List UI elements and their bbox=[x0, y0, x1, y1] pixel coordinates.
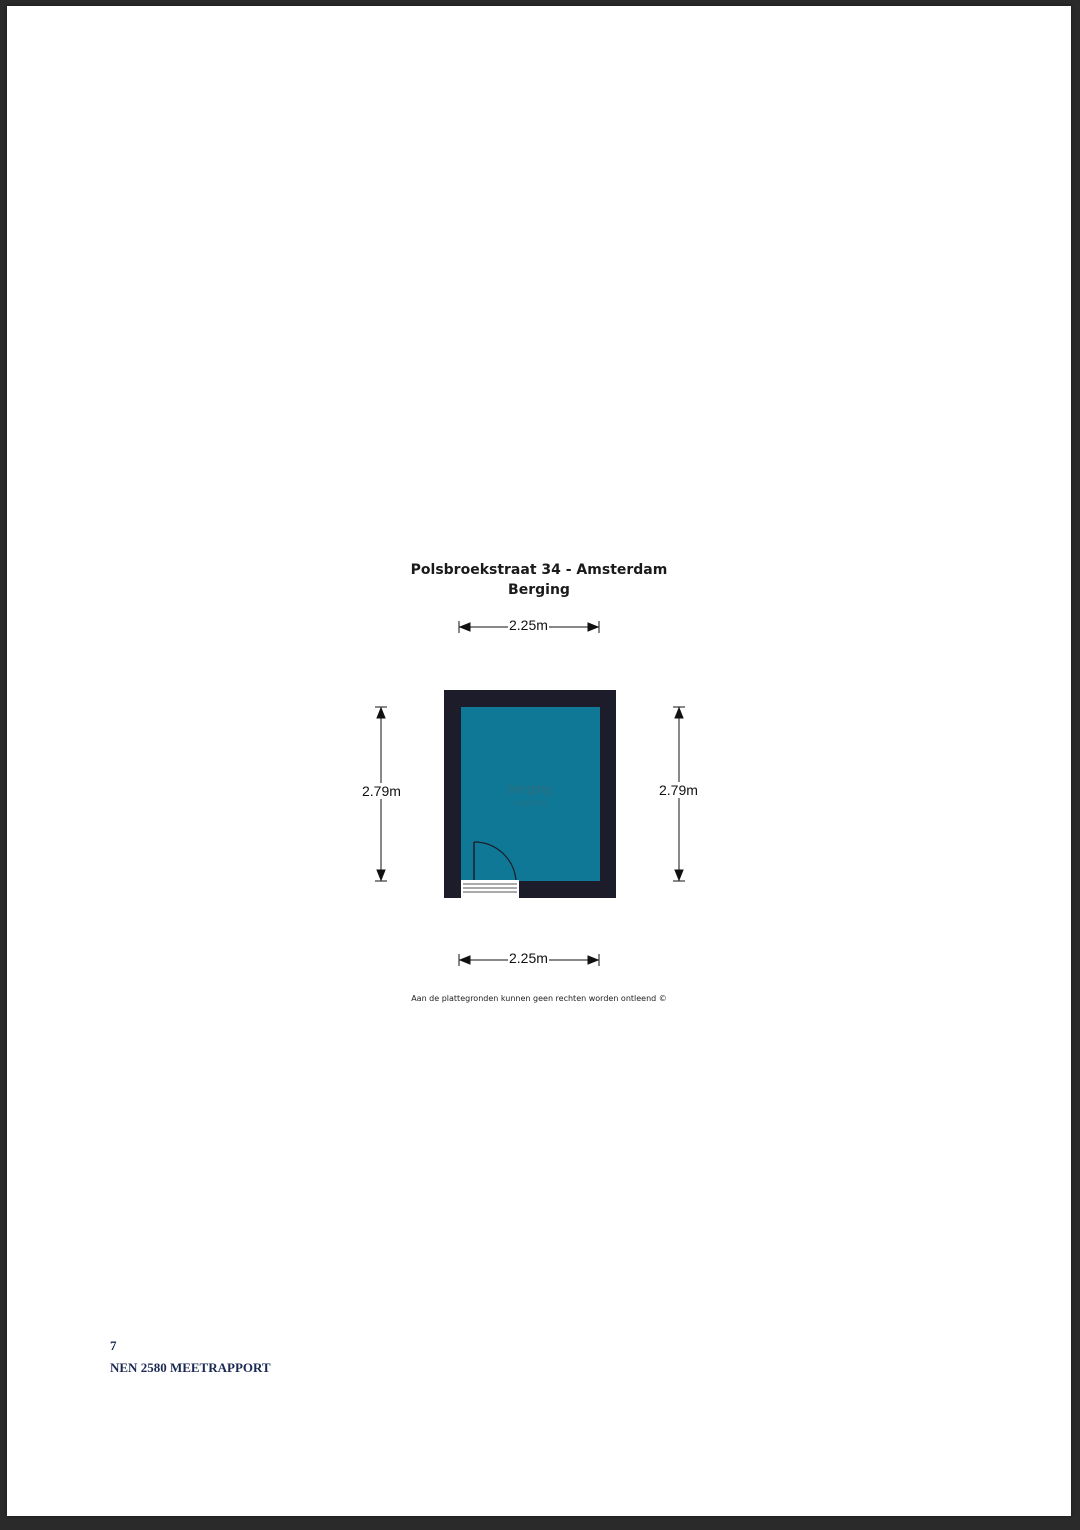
room-label: berging bbox=[508, 781, 552, 796]
room-height-label: h=2.57m bbox=[514, 799, 546, 808]
width-label-top: 2.25m bbox=[509, 617, 548, 633]
width-label-bottom: 2.25m bbox=[509, 950, 548, 966]
document-page bbox=[7, 6, 1071, 1516]
document-subtitle: Berging bbox=[508, 582, 570, 598]
document-title: Polsbroekstraat 34 - Amsterdam bbox=[410, 562, 668, 578]
floorplan-drawing bbox=[7, 6, 1071, 1516]
footer-title: NEN 2580 MEETRAPPORT bbox=[110, 1360, 271, 1375]
disclaimer-text: Aan de plattegronden kunnen geen rechten worden ontleend © bbox=[411, 994, 667, 1003]
height-label-left: 2.79m bbox=[362, 783, 401, 799]
page-number: 7 bbox=[110, 1338, 117, 1353]
height-label-right: 2.79m bbox=[659, 782, 698, 798]
